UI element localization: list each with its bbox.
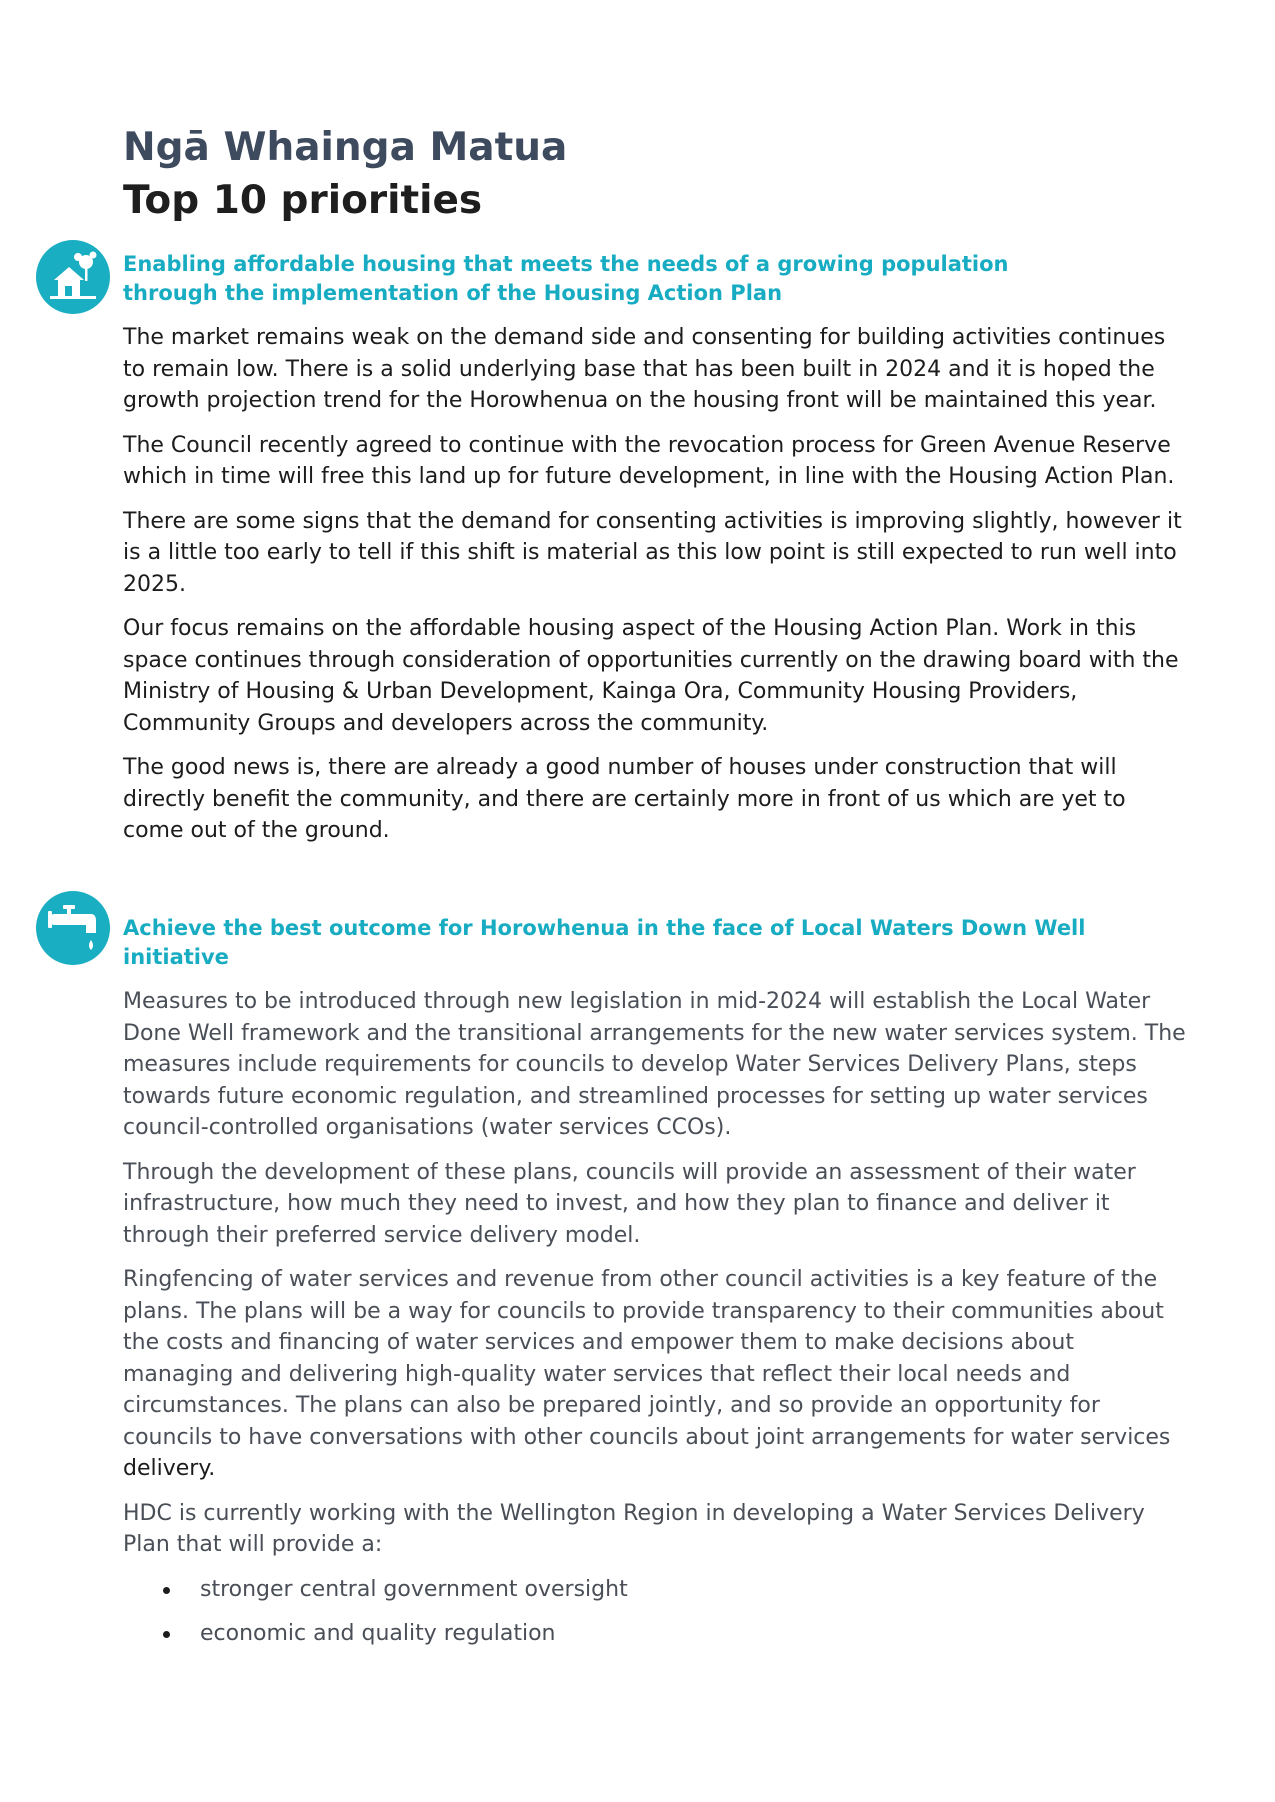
- text-line: HDC is currently working with the Wellington Region in developing a Water Services Delivery: [123, 1500, 1145, 1526]
- text-line: growth projection trend for the Horowhenua on the housing front will be maintained this year.: [123, 388, 1157, 413]
- list-item: stronger central government oversight: [123, 1574, 1143, 1606]
- text-line: council-controlled organisations (water services CCOs).: [123, 1115, 732, 1140]
- text-line: circumstances. The plans can also be prepared jointly, and so provide an opportunity for: [123, 1393, 1100, 1418]
- water-tap-icon: [36, 891, 110, 965]
- text-line: delivery.: [123, 1456, 216, 1481]
- paragraph: [123, 322, 1166, 417]
- paragraph: [123, 986, 1186, 1144]
- page-title-english: Top 10 priorities: [123, 178, 483, 223]
- text-line: space continues through consideration of opportunities currently on the drawing board with the: [123, 647, 1179, 673]
- heading-line: Achieve the best outcome for Horowhenua in the face of Local Waters Down Well: [123, 916, 1086, 940]
- text-line: towards future economic regulation, and streamlined processes for setting up water services: [123, 1083, 1148, 1109]
- paragraph: [123, 506, 1182, 601]
- text-line: Through the development of these plans, councils will provide an assessment of their water: [123, 1159, 1136, 1185]
- housing-icon: [36, 240, 110, 314]
- text-line: the costs and financing of water services and empower them to make decisions about: [123, 1330, 1075, 1355]
- text-line: through their preferred service delivery model.: [123, 1222, 641, 1248]
- list-item: economic and quality regulation: [123, 1618, 1143, 1650]
- text-line: to remain low. There is a solid underlying base that has been built in 2024 and it is hoped the: [123, 356, 1155, 382]
- text-line: come out of the ground.: [123, 818, 390, 843]
- text-line: Measures to be introduced through new legislation in mid-2024 will establish the Local Water: [123, 989, 1151, 1014]
- text-line: Plan that will provide a:: [123, 1532, 383, 1557]
- text-line: Done Well framework and the transitional arrangements for the new water services system. The: [123, 1020, 1186, 1046]
- heading-line: Enabling affordable housing that meets the needs of a growing population: [123, 252, 1009, 276]
- text-line: The good news is, there are already a good number of houses under construction that will: [123, 755, 1117, 780]
- paragraph: [123, 1498, 1143, 1561]
- paragraph: [123, 613, 1179, 739]
- text-line: infrastructure, how much they need to invest, and how they plan to finance and deliver it: [123, 1191, 1110, 1216]
- text-line: Ringfencing of water services and revenue from other council activities is a key feature of the: [123, 1267, 1158, 1292]
- text-line: is a little too early to tell if this shift is material as this low point is still expected to run well into: [123, 540, 1177, 565]
- text-line: The market remains weak on the demand side and consenting for building activities continues: [123, 325, 1166, 350]
- paragraph: [123, 752, 1143, 847]
- section-heading-housing: [123, 250, 1009, 308]
- bullet-list: [123, 1574, 1143, 1650]
- text-line: directly benefit the community, and there are certainly more in front of us which are yet to: [123, 786, 1126, 812]
- text-line: The Council recently agreed to continue with the revocation process for Green Avenue Reserve: [123, 432, 1171, 458]
- heading-line: initiative: [123, 945, 229, 969]
- text-line: There are some signs that the demand for consenting activities is improving slightly, however it: [123, 508, 1182, 534]
- section-body-water: [123, 986, 1186, 1663]
- heading-line: through the implementation of the Housing Action Plan: [123, 281, 783, 305]
- text-line: 2025.: [123, 571, 186, 597]
- paragraph: [123, 1264, 1171, 1485]
- section-body-housing: [123, 322, 1182, 860]
- text-line: councils to have conversations with other councils about joint arrangements for water services: [123, 1424, 1171, 1450]
- text-line: Ministry of Housing & Urban Development, Kainga Ora, Community Housing Providers,: [123, 679, 1078, 704]
- text-line: which in time will free this land up for future development, in line with the Housing Action Plan.: [123, 464, 1175, 489]
- text-line: measures include requirements for councils to develop Water Services Delivery Plans, steps: [123, 1052, 1137, 1077]
- text-line: managing and delivering high-quality water services that reflect their local needs and: [123, 1361, 1071, 1387]
- text-line: Community Groups and developers across the community.: [123, 710, 769, 736]
- page-title-maori: Ngā Whainga Matua: [123, 125, 568, 170]
- text-line: plans. The plans will be a way for councils to provide transparency to their communities about: [123, 1298, 1164, 1324]
- paragraph: [123, 1157, 1143, 1252]
- section-heading-water: [123, 914, 1085, 972]
- text-line: Our focus remains on the affordable housing aspect of the Housing Action Plan. Work in this: [123, 616, 1137, 641]
- paragraph: [123, 430, 1175, 493]
